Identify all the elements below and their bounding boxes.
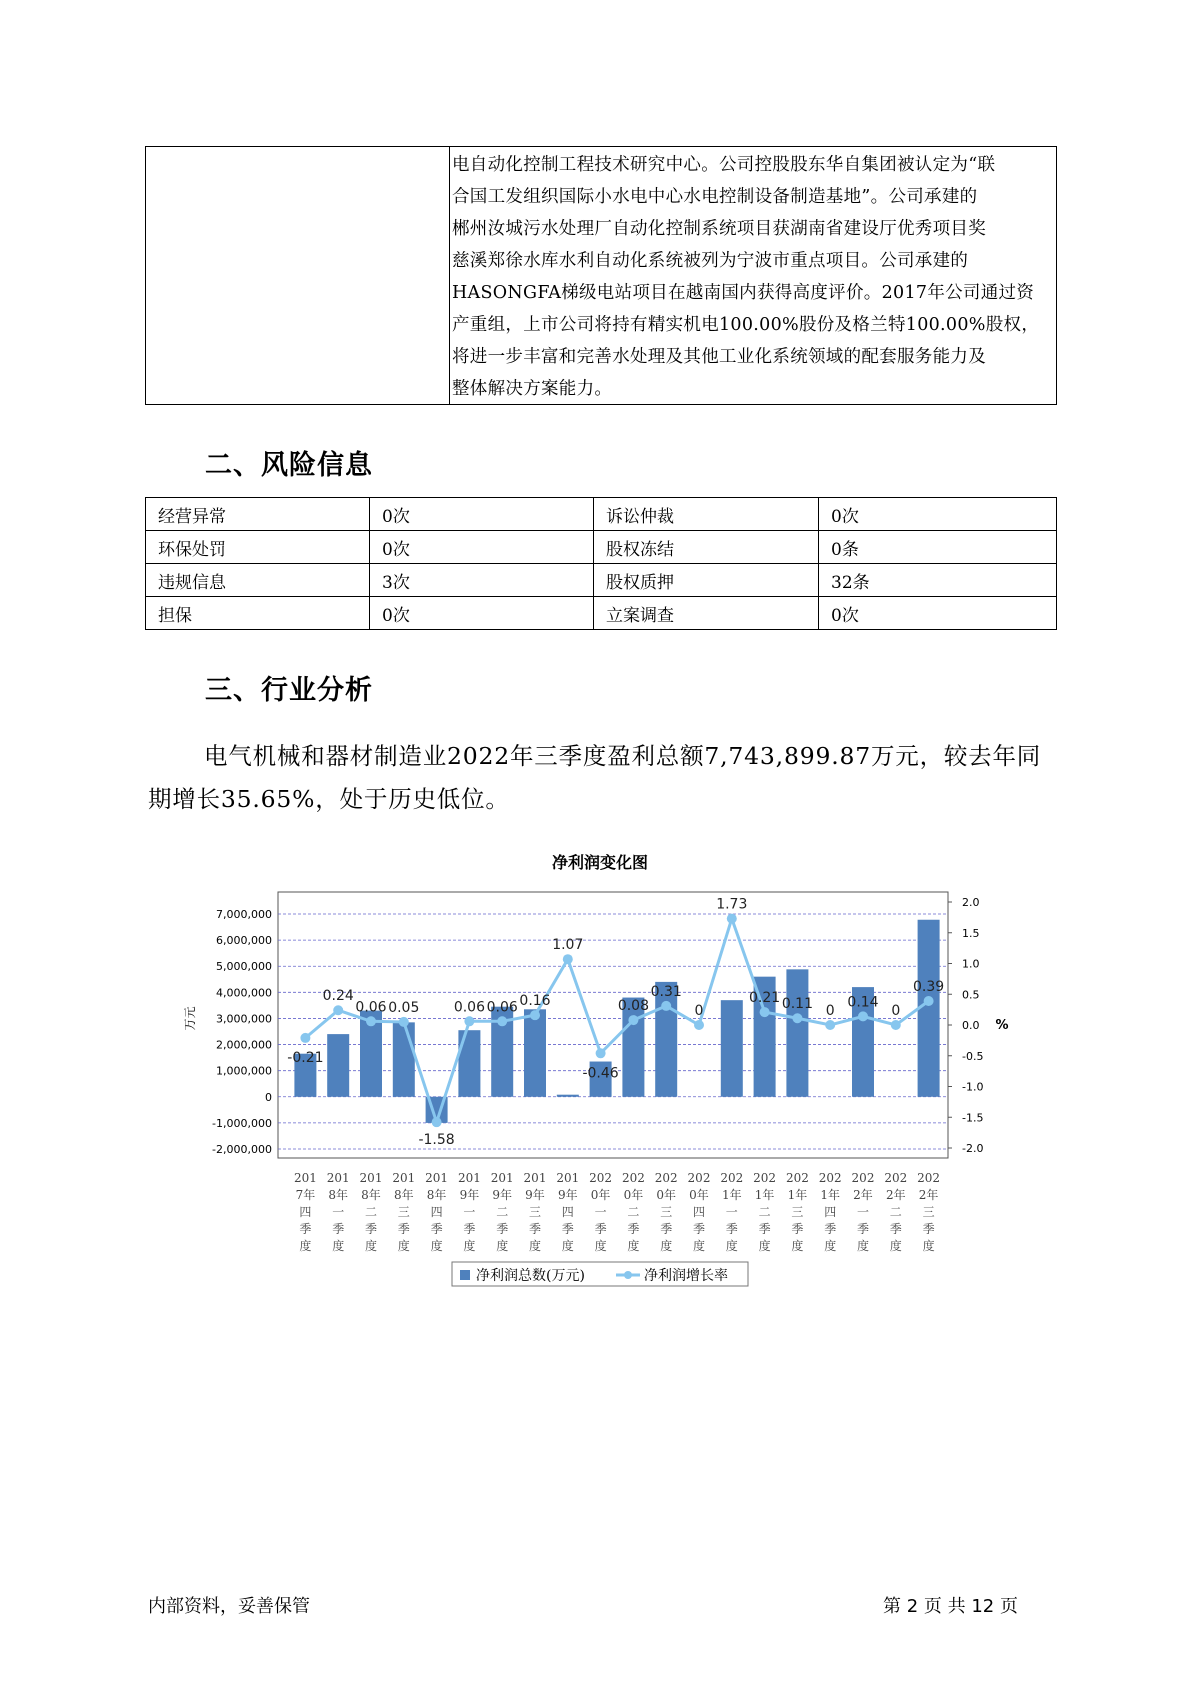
growth-point: [596, 1048, 606, 1058]
x-tick-label: 2年: [885, 1188, 906, 1202]
net-profit-chart: [180, 848, 1020, 1308]
risk-label: 担保: [146, 597, 370, 630]
data-label: 0.06: [486, 999, 518, 1016]
x-tick-label: 7年: [295, 1188, 316, 1202]
legend-bar-label: 净利润总数(万元): [476, 1268, 585, 1284]
x-tick-label: 三: [660, 1205, 673, 1219]
x-tick-label: 季: [856, 1222, 870, 1236]
table-row: [146, 564, 1057, 597]
x-tick-label: 一: [594, 1205, 607, 1219]
y2-tick-label: 1.0: [962, 957, 980, 971]
risk-label: 诉讼仲裁: [594, 498, 819, 531]
chart-plot-area: [183, 892, 1009, 1286]
x-tick-label: 2年: [853, 1188, 873, 1202]
y-tick-label: 2,000,000: [216, 1038, 272, 1052]
growth-point: [432, 1117, 442, 1127]
x-tick-label: 201: [523, 1171, 547, 1185]
footer-page-number: 第 2 页 共 12 页: [883, 1596, 1018, 1617]
data-label: 0.39: [913, 979, 945, 996]
x-tick-label: 三: [528, 1205, 542, 1219]
x-tick-label: 季: [758, 1222, 771, 1236]
risk-label: 经营异常: [146, 498, 370, 531]
bar: [721, 1000, 743, 1097]
x-tick-label: 201: [392, 1171, 416, 1185]
x-tick-label: 1年: [721, 1188, 742, 1202]
data-label: 0.06: [355, 999, 387, 1016]
data-label: 0.05: [388, 999, 420, 1016]
x-tick-label: 度: [660, 1239, 673, 1253]
data-label: 0.16: [519, 993, 551, 1010]
x-tick-label: 季: [725, 1222, 738, 1236]
x-tick-label: 度: [889, 1239, 902, 1253]
x-tick-label: 季: [889, 1222, 902, 1236]
x-tick-label: 202: [621, 1171, 645, 1185]
x-tick-label: 二: [758, 1205, 771, 1219]
x-tick-label: 四: [299, 1205, 312, 1219]
x-tick-label: 201: [457, 1171, 481, 1185]
x-tick-label: 度: [496, 1239, 509, 1253]
x-tick-label: 三: [791, 1205, 804, 1219]
x-tick-label: 度: [692, 1239, 706, 1253]
footer-confidential: 内部资料，妥善保管: [148, 1596, 310, 1617]
description-line: 合国工发组织国际小水电中心水电控制设备制造基地”。公司承建的: [452, 187, 978, 207]
x-tick-label: 度: [332, 1239, 345, 1253]
x-tick-label: 三: [922, 1205, 935, 1219]
y2-tick-label: -1.0: [962, 1080, 984, 1094]
risk-value: 32条: [819, 564, 1057, 597]
x-tick-label: 季: [364, 1222, 378, 1236]
x-tick-label: 202: [785, 1171, 809, 1185]
risk-value: 0条: [819, 531, 1057, 564]
x-tick-label: 度: [594, 1239, 607, 1253]
growth-point: [333, 1005, 343, 1015]
x-tick-label: 季: [627, 1222, 640, 1236]
x-tick-label: 季: [561, 1222, 574, 1236]
bar: [786, 969, 808, 1096]
x-tick-label: 202: [884, 1171, 908, 1185]
x-tick-label: 一: [856, 1205, 870, 1219]
data-label: 0: [825, 1003, 835, 1019]
x-tick-label: 季: [430, 1222, 443, 1236]
data-label: 0.08: [617, 998, 649, 1015]
growth-point: [792, 1013, 802, 1023]
description-line: 将进一步丰富和完善水处理及其他工业化系统领域的配套服务能力及: [452, 347, 986, 367]
growth-point: [300, 1033, 310, 1043]
company-description-table: [145, 146, 1057, 405]
risk-value: 0次: [819, 597, 1057, 630]
description-line: 郴州汝城污水处理厂自动化控制系统项目获湖南省建设厅优秀项目奖: [452, 219, 986, 239]
data-label: 0: [694, 1003, 704, 1019]
x-tick-label: 季: [791, 1222, 804, 1236]
y2-axis-title: %: [995, 1018, 1009, 1033]
data-label: 0.06: [453, 999, 485, 1016]
growth-point: [530, 1010, 540, 1020]
y-tick-label: 0: [265, 1090, 272, 1104]
x-tick-label: 201: [490, 1171, 514, 1185]
x-tick-label: 季: [594, 1222, 607, 1236]
x-tick-label: 四: [824, 1205, 837, 1219]
x-tick-label: 1年: [754, 1188, 775, 1202]
x-tick-label: 202: [753, 1171, 777, 1185]
data-label: -0.46: [582, 1065, 619, 1082]
y-tick-label: 4,000,000: [216, 986, 272, 1000]
x-tick-label: 8年: [361, 1188, 381, 1202]
x-tick-label: 季: [692, 1222, 706, 1236]
y2-tick-label: 1.5: [962, 926, 980, 940]
risk-value: 3次: [370, 564, 594, 597]
x-tick-label: 9年: [557, 1188, 578, 1202]
x-tick-label: 2年: [918, 1188, 939, 1202]
y-tick-label: -1,000,000: [212, 1116, 272, 1130]
y-tick-label: 1,000,000: [216, 1064, 272, 1078]
bar: [557, 1095, 579, 1097]
data-label: -1.58: [418, 1132, 455, 1149]
bar: [524, 1009, 546, 1096]
growth-point: [628, 1015, 638, 1025]
x-tick-label: 季: [397, 1222, 410, 1236]
risk-label: 股权质押: [594, 564, 819, 597]
data-label: -0.21: [287, 1049, 324, 1066]
x-tick-label: 一: [463, 1205, 476, 1219]
y-axis-title: 万元: [183, 1006, 197, 1031]
x-tick-label: 二: [627, 1205, 640, 1219]
x-tick-label: 202: [589, 1171, 613, 1185]
data-label: 1.07: [552, 937, 584, 954]
y2-tick-label: 0.0: [962, 1019, 980, 1032]
x-tick-label: 一: [332, 1205, 345, 1219]
x-tick-label: 202: [917, 1171, 941, 1185]
risk-label: 股权冻结: [594, 531, 819, 564]
x-tick-label: 季: [332, 1222, 345, 1236]
data-label: 0.14: [847, 994, 879, 1011]
x-tick-label: 202: [720, 1171, 744, 1185]
risk-label: 立案调查: [594, 597, 819, 630]
y2-tick-label: -2.0: [962, 1142, 984, 1155]
x-tick-label: 9年: [492, 1188, 513, 1202]
data-label: 0.31: [650, 983, 682, 1000]
x-tick-label: 1年: [787, 1188, 808, 1202]
growth-point: [924, 996, 934, 1006]
data-label: 0.24: [322, 988, 354, 1005]
growth-point: [891, 1020, 901, 1030]
data-label: 0: [891, 1003, 901, 1019]
description-line: HASONGFA梯级电站项目在越南国内获得高度评价。2017年公司通过资: [452, 283, 1035, 303]
x-tick-label: 度: [758, 1239, 771, 1253]
x-tick-label: 0年: [656, 1188, 677, 1202]
growth-point: [760, 1007, 770, 1017]
table-row: [146, 597, 1057, 630]
industry-heading: 三、行业分析: [205, 675, 373, 706]
x-tick-label: 一: [725, 1205, 738, 1219]
x-tick-label: 202: [818, 1171, 842, 1185]
x-tick-label: 201: [556, 1171, 580, 1185]
y-tick-label: 7,000,000: [216, 908, 272, 921]
risk-value: 0次: [819, 498, 1057, 531]
growth-point: [661, 1001, 671, 1011]
x-tick-label: 二: [496, 1205, 509, 1219]
chart-title: 净利润变化图: [551, 853, 649, 872]
description-line: 产重组，上市公司将持有精实机电100.00%股份及格兰特100.00%股权，: [452, 315, 1040, 335]
x-tick-label: 201: [359, 1171, 383, 1185]
x-tick-label: 四: [561, 1205, 574, 1219]
risk-heading: 二、风险信息: [205, 450, 373, 481]
x-tick-label: 9年: [525, 1188, 545, 1202]
x-tick-label: 9年: [459, 1188, 480, 1202]
table-row: [146, 498, 1057, 531]
description-text: [452, 149, 1052, 405]
x-tick-label: 季: [528, 1222, 542, 1236]
risk-label: 违规信息: [146, 564, 370, 597]
x-tick-label: 8年: [328, 1188, 349, 1202]
x-tick-label: 度: [725, 1239, 738, 1253]
x-tick-label: 0年: [590, 1188, 611, 1202]
risk-value: 0次: [370, 597, 594, 630]
x-tick-label: 度: [430, 1239, 443, 1253]
x-tick-label: 202: [654, 1171, 678, 1185]
x-tick-label: 度: [824, 1239, 837, 1253]
y-tick-label: -2,000,000: [212, 1143, 272, 1156]
industry-paragraph: 电气机械和器材制造业2022年三季度盈利总额7,743,899.87万元，较去年同期增长35.65%，处于历史低位。: [148, 742, 1042, 813]
x-tick-label: 度: [627, 1239, 640, 1253]
growth-point: [399, 1017, 409, 1027]
x-tick-label: 度: [397, 1239, 410, 1253]
growth-point: [727, 914, 737, 924]
x-tick-label: 201: [326, 1171, 350, 1185]
growth-point: [366, 1016, 376, 1026]
x-tick-label: 度: [528, 1239, 542, 1253]
x-tick-label: 三: [397, 1205, 410, 1219]
risk-table: [145, 497, 1057, 630]
x-tick-label: 季: [496, 1222, 509, 1236]
description-label-cell: [146, 147, 450, 404]
growth-point: [497, 1016, 507, 1026]
growth-point: [563, 954, 573, 964]
x-tick-label: 202: [851, 1171, 875, 1185]
table-row: [146, 531, 1057, 564]
y2-tick-label: -0.5: [962, 1049, 984, 1063]
x-tick-label: 季: [922, 1222, 935, 1236]
x-tick-label: 度: [463, 1239, 476, 1253]
y2-tick-label: -1.5: [962, 1111, 984, 1125]
growth-point: [464, 1016, 474, 1026]
x-tick-label: 度: [561, 1239, 574, 1253]
x-tick-label: 四: [692, 1205, 706, 1219]
x-tick-label: 季: [824, 1222, 837, 1236]
growth-point: [858, 1011, 868, 1021]
legend-bar-swatch: [460, 1270, 470, 1280]
x-tick-label: 8年: [426, 1188, 447, 1202]
x-tick-label: 二: [889, 1205, 902, 1219]
x-tick-label: 二: [364, 1205, 378, 1219]
y-tick-label: 3,000,000: [216, 1012, 272, 1026]
x-tick-label: 1年: [820, 1188, 841, 1202]
risk-value: 0次: [370, 531, 594, 564]
growth-point: [694, 1020, 704, 1030]
x-tick-label: 季: [660, 1222, 673, 1236]
x-tick-label: 度: [922, 1239, 935, 1253]
description-line: 电自动化控制工程技术研究中心。公司控股股东华自集团被认定为“联: [452, 155, 996, 175]
data-label: 1.73: [716, 896, 748, 913]
description-line: 整体解决方案能力。: [452, 379, 613, 399]
x-tick-label: 0年: [689, 1188, 709, 1202]
x-tick-label: 度: [856, 1239, 870, 1253]
x-tick-label: 季: [299, 1222, 312, 1236]
y2-tick-label: 2.0: [962, 896, 980, 909]
data-label: 0.21: [749, 990, 781, 1007]
description-line: 慈溪郑徐水库水利自动化系统被列为宁波市重点项目。公司承建的: [452, 251, 969, 271]
x-tick-label: 8年: [393, 1188, 414, 1202]
x-tick-label: 202: [687, 1171, 711, 1185]
y2-tick-label: 0.5: [962, 988, 980, 1002]
y-tick-label: 5,000,000: [216, 960, 272, 974]
growth-point: [825, 1020, 835, 1030]
x-tick-label: 0年: [623, 1188, 644, 1202]
x-tick-label: 度: [791, 1239, 804, 1253]
risk-label: 环保处罚: [146, 531, 370, 564]
x-tick-label: 度: [299, 1239, 312, 1253]
legend-line-marker: [624, 1271, 632, 1279]
data-label: 0.11: [781, 996, 813, 1013]
bar: [327, 1034, 349, 1097]
x-tick-label: 201: [425, 1171, 449, 1185]
x-tick-label: 度: [364, 1239, 378, 1253]
bar: [393, 1022, 415, 1096]
legend-line-label: 净利润增长率: [644, 1268, 728, 1284]
x-tick-label: 四: [430, 1205, 443, 1219]
x-tick-label: 201: [293, 1171, 317, 1185]
x-tick-label: 季: [463, 1222, 476, 1236]
risk-value: 0次: [370, 498, 594, 531]
y-tick-label: 6,000,000: [216, 934, 272, 948]
